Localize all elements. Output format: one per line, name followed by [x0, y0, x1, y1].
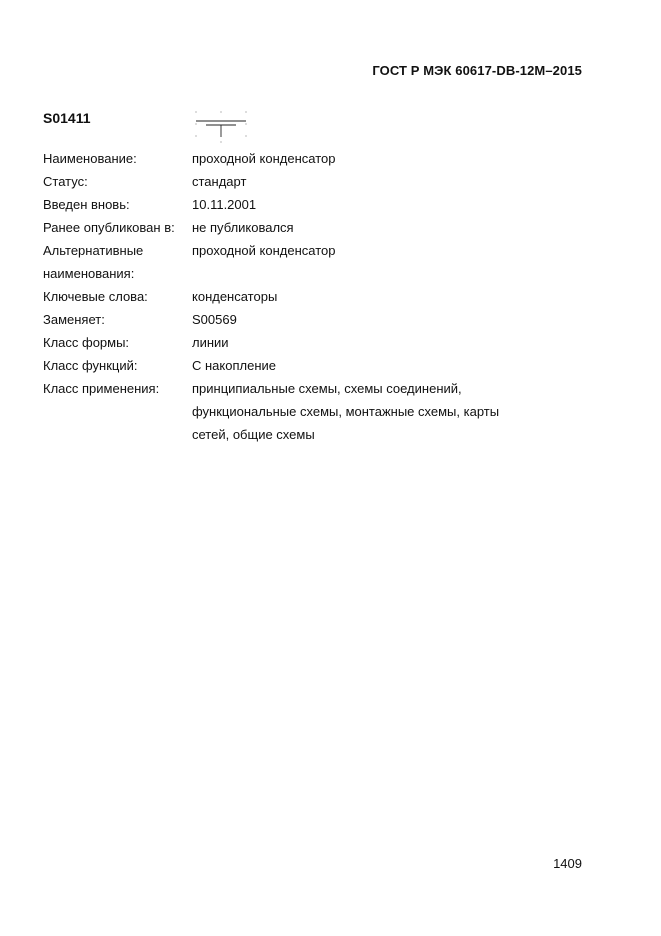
property-row-status: [43, 170, 522, 193]
property-value: не публиковался: [192, 220, 294, 235]
property-label: Класс формы:: [43, 335, 130, 350]
page-number: 1409: [553, 856, 582, 871]
property-row-name: [43, 147, 522, 170]
property-value: С накопление: [192, 358, 276, 373]
property-label: Введен вновь:: [43, 197, 130, 212]
property-value: конденсаторы: [192, 289, 278, 304]
property-row-alternative-names: [43, 239, 522, 285]
property-label: Наименование:: [43, 151, 137, 166]
property-label: Альтернативные наименования:: [43, 243, 144, 281]
property-label: Ключевые слова:: [43, 289, 148, 304]
property-label: Класс применения:: [43, 381, 160, 396]
property-value: S00569: [192, 312, 237, 327]
property-value: принципиальные схемы, схемы соединений, функциональные схемы, монтажные схемы, карты сетей, общие схемы: [192, 381, 500, 442]
property-label: Заменяет:: [43, 312, 105, 327]
feed-through-capacitor-symbol-icon: [194, 110, 248, 144]
symbol-properties: [43, 147, 522, 446]
property-value: стандарт: [192, 174, 247, 189]
property-row-keywords: [43, 285, 522, 308]
property-value: проходной конденсатор: [192, 151, 336, 166]
property-value: линии: [192, 335, 229, 350]
property-row-replaces: [43, 308, 522, 331]
document-header: ГОСТ Р МЭК 60617-DB-12M–2015: [372, 63, 582, 78]
property-row-introduced: [43, 193, 522, 216]
property-label: Класс функций:: [43, 358, 138, 373]
property-row-form-class: [43, 331, 522, 354]
property-row-function-class: [43, 354, 522, 377]
property-value: 10.11.2001: [192, 197, 257, 212]
property-label: Статус:: [43, 174, 88, 189]
property-label: Ранее опубликован в:: [43, 220, 175, 235]
symbol-code: S01411: [43, 110, 91, 126]
property-row-published: [43, 216, 522, 239]
property-value: проходной конденсатор: [192, 243, 336, 258]
property-row-application-class: [43, 377, 522, 446]
